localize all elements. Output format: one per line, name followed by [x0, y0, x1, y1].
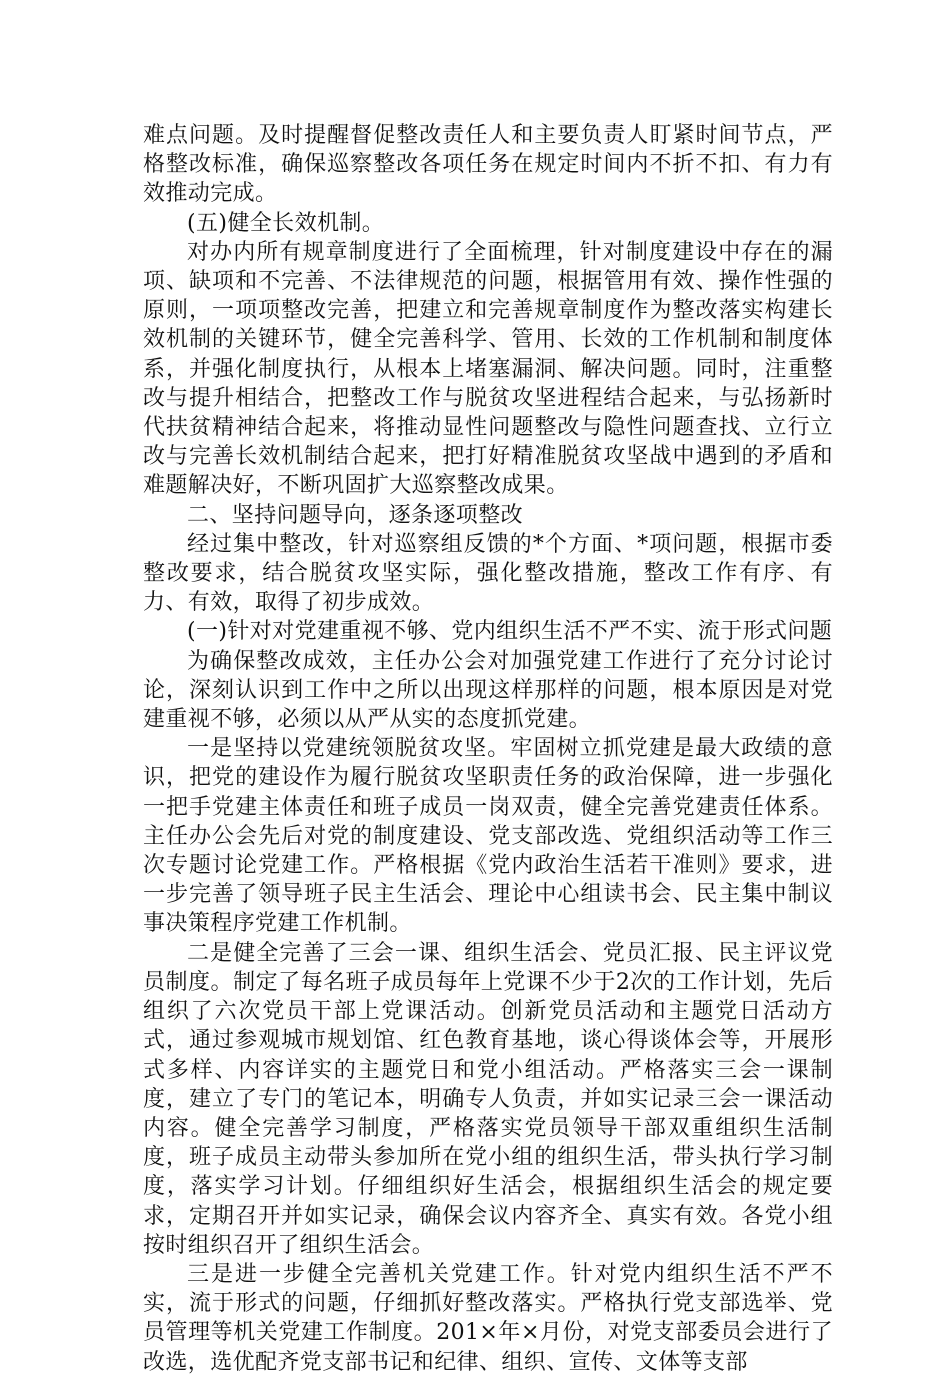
subsection-heading-1: (一)针对对党建重视不够、党内组织生活不严不实、流于形式问题: [187, 619, 833, 645]
continuation-paragraph: 难点问题。及时提醒督促整改责任人和主要负责人盯紧时间节点，严格整改标准，确保巡察整改各项任务在规定时间内不折不扣、有力有效推动完成。: [143, 123, 833, 207]
body-paragraph: 经过集中整改，针对巡察组反馈的*个方面、*项问题，根据市委整改要求，结合脱贫攻坚实际，强化整改措施，整改工作有序、有力、有效，取得了初步成效。: [143, 531, 833, 616]
document-body: [143, 121, 833, 1377]
body-paragraph: 对办内所有规章制度进行了全面梳理，针对制度建设中存在的漏项、缺项和不完善、不法律规范的问题，根据管用有效、操作性强的原则，一项项整改完善，把建立和完善规章制度作为整改落实构建长效机制的关键环节，健全完善科学、管用、长效的工作机制和制度体系，并强化制度执行，从根本上堵塞漏洞、解决问题。同时，注重整改与提升相结合，把整改工作与脱贫攻坚进程结合起来，与弘扬新时代扶贫精神结合起来，将推动显性问题整改与隐性问题查找、立行立改与完善长效机制结合起来，把打好精准脱贫攻坚战中遇到的矛盾和难题解决好，不断巩固扩大巡察整改成果。: [143, 239, 833, 499]
body-paragraph: 二是健全完善了三会一课、组织生活会、党员汇报、民主评议党员制度。制定了每名班子成员每年上党课不少于2次的工作计划，先后组织了六次党员干部上党课活动。创新党员活动和主题党日活动方式，通过参观城市规划馆、红色教育基地，谈心得谈体会等，开展形式多样、内容详实的主题党日和党小组活动。严格落实三会一课制度，建立了专门的笔记本，明确专人负责，并如实记录三会一课活动内容。健全完善学习制度，严格落实党员领导干部双重组织生活制度，班子成员主动带头参加所在党小组的组织生活，带头执行学习制度，落实学习计划。仔细组织好生活会，根据组织生活会的规定要求，定期召开并如实记录，确保会议内容齐全、真实有效。各党小组按时组织召开了组织生活会。: [143, 940, 833, 1258]
section-heading-5: (五)健全长效机制。: [187, 210, 385, 236]
body-paragraph: 一是坚持以党建统领脱贫攻坚。牢固树立抓党建是最大政绩的意识，把党的建设作为履行脱贫攻坚职责任务的政治保障，进一步强化一把手党建主体责任和班子成员一岗双责，健全完善党建责任体系。主任办公会先后对党的制度建设、党支部改选、党组织活动等工作三次专题讨论党建工作。严格根据《党内政治生活若干准则》要求，进一步完善了领导班子民主生活会、理论中心组读书会、民主集中制议事决策程序党建工作机制。: [143, 736, 833, 937]
body-paragraph: 为确保整改成效，主任办公会对加强党建工作进行了充分讨论讨论，深刻认识到工作中之所以出现这样那样的问题，根本原因是对党建重视不够，必须以从严从实的态度抓党建。: [143, 648, 833, 733]
section-heading-2: 二、坚持问题导向，逐条逐项整改: [187, 502, 524, 528]
body-paragraph: 三是进一步健全完善机关党建工作。针对党内组织生活不严不实，流于形式的问题，仔细抓好整改落实。严格执行党支部选举、党员管理等机关党建工作制度。201×年×月份，对党支部委员会进行了改选，选优配齐党支部书记和纪律、组织、宣传、文体等支部: [143, 1261, 833, 1375]
